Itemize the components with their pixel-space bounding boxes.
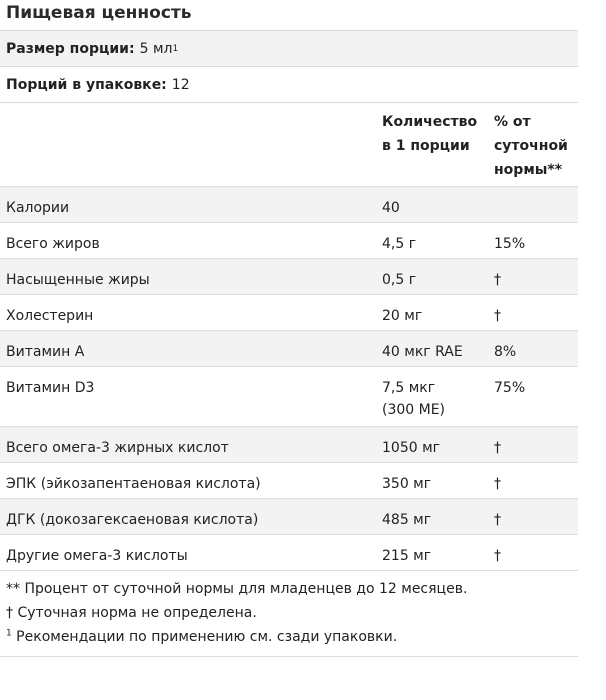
- nutrient-dv: [488, 187, 578, 222]
- footnote-dagger: † Суточная норма не определена.: [6, 605, 257, 621]
- header-daily-value: % от суточной нормы**: [494, 114, 568, 178]
- nutrient-name: Всего жиров: [6, 236, 100, 252]
- header-amount: Количество в 1 порции: [382, 114, 478, 154]
- nutrient-amount: 215 мг: [382, 548, 432, 564]
- nutrient-name: Насыщенные жиры: [6, 272, 150, 288]
- nutrient-amount: 20 мг: [382, 308, 423, 324]
- nutrient-name: ЭПК (эйкозапентаеновая кислота): [6, 476, 261, 492]
- nutrient-amount: 4,5 г: [382, 236, 417, 252]
- table-row: [0, 427, 578, 463]
- serving-size-label: Размер порции:: [6, 40, 135, 57]
- nutrient-name: ДГК (докозагексаеновая кислота): [6, 512, 259, 528]
- nutrient-dv: †: [494, 548, 501, 564]
- nutrient-name: Калории: [6, 200, 70, 216]
- table-row: [0, 331, 578, 367]
- nutrient-name: Всего омега-3 жирных кислот: [6, 440, 229, 456]
- nutrient-name: Витамин A: [6, 344, 85, 360]
- nutrient-dv: 75%: [494, 380, 526, 396]
- servings-per-container-row: [0, 67, 578, 103]
- nutrient-amount: 7,5 мкг (300 МЕ): [382, 380, 446, 418]
- nutrient-dv: †: [494, 476, 501, 492]
- servings-per-container-label: Порций в упаковке:: [6, 76, 167, 93]
- nutrient-amount: 40: [382, 200, 400, 216]
- table-row: [0, 295, 578, 331]
- footnotes: [0, 571, 578, 657]
- nutrient-amount: 485 мг: [382, 512, 432, 528]
- table-row: [0, 223, 578, 259]
- nutrient-amount: 350 мг: [382, 476, 432, 492]
- serving-size-row: Размер порции: 5 мл 1: [0, 31, 578, 67]
- nutrient-dv: †: [494, 440, 501, 456]
- nutrient-name: Холестерин: [6, 308, 94, 324]
- nutrient-dv: †: [494, 308, 501, 324]
- nutrient-amount: 0,5 г: [382, 272, 417, 288]
- nutrient-amount: 1050 мг: [382, 440, 440, 456]
- table-row: [0, 499, 578, 535]
- table-row: [0, 367, 578, 427]
- nutrient-dv: †: [494, 272, 501, 288]
- nutrient-dv: 15%: [494, 236, 526, 252]
- nutrient-dv: †: [494, 512, 501, 528]
- table-header-row: [0, 103, 578, 187]
- servings-per-container-value: 12: [171, 76, 190, 93]
- table-row: [0, 187, 578, 223]
- nutrient-name: Другие омега-3 кислоты: [6, 548, 188, 564]
- nutrient-name: Витамин D3: [6, 380, 95, 396]
- table-row: [0, 463, 578, 499]
- panel-title: Пищевая ценность: [0, 0, 578, 31]
- header-nutrient: [0, 103, 376, 186]
- footnote-directions: [6, 625, 578, 649]
- footnote-directions-text: Рекомендации по применению см. сзади упаковки.: [11, 629, 398, 645]
- table-row: [0, 259, 578, 295]
- table-row: [0, 535, 578, 571]
- footnote-daily-value: ** Процент от суточной нормы для младенцев до 12 месяцев.: [6, 581, 468, 597]
- footnote-directions-mark: 1: [6, 628, 12, 639]
- nutrient-amount: 40 мкг RAE: [382, 344, 463, 360]
- serving-size-value: 5 мл: [139, 40, 173, 57]
- nutrient-dv: 8%: [494, 344, 517, 360]
